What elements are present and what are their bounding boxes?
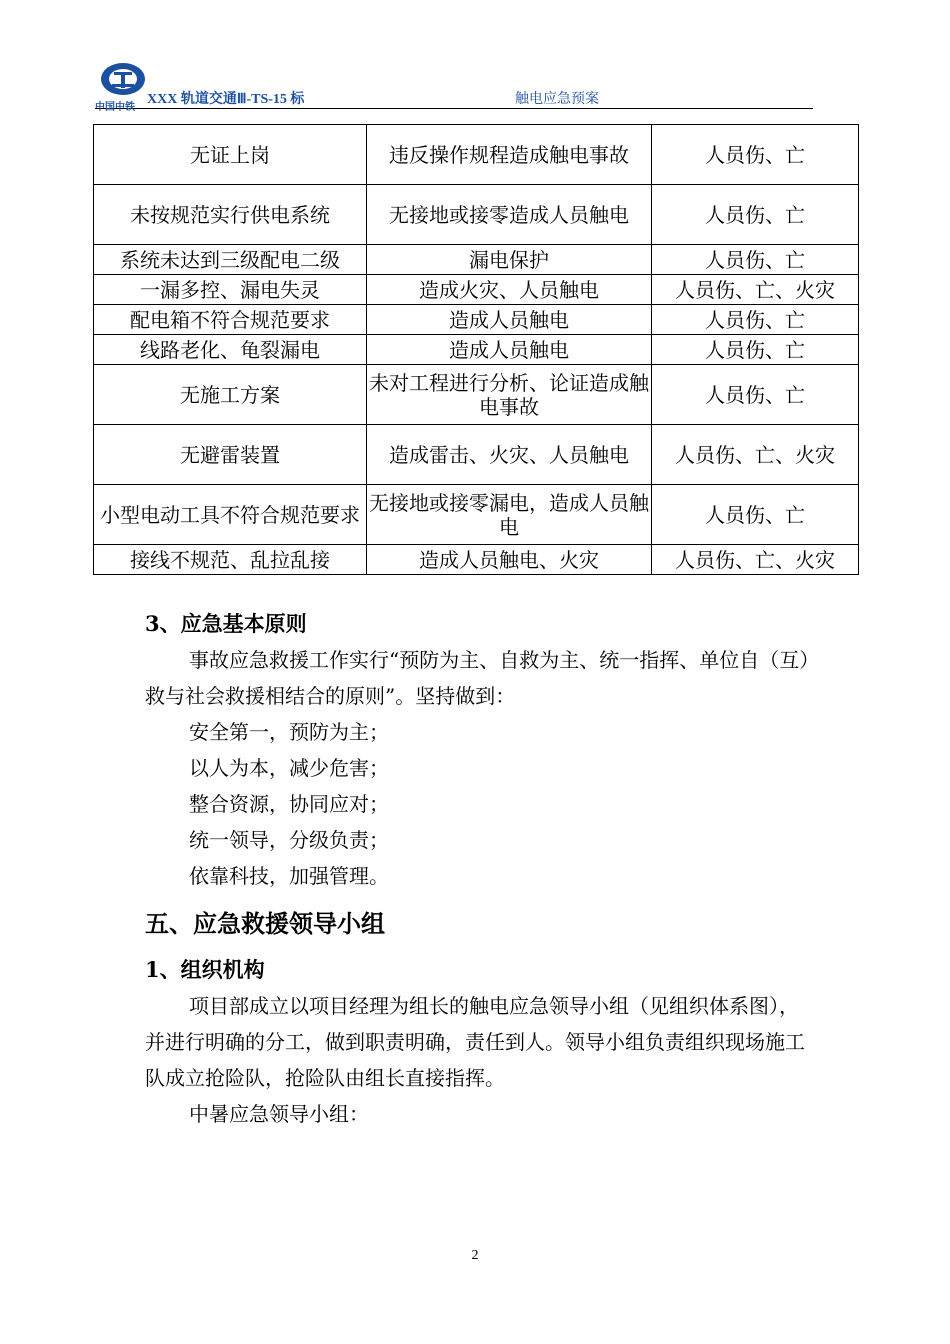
paragraph: 事故应急救援工作实行“预防为主、自救为主、统一指挥、单位自（互）救与社会救援相结合的原则”。坚持做到： [145,648,810,708]
cause-cell: 未对工程进行分析、论证造成触电事故 [367,365,652,425]
cause-cell: 违反操作规程造成触电事故 [367,125,652,185]
hazard-cell: 小型电动工具不符合规范要求 [94,485,367,545]
table-row [94,425,859,485]
hazard-cell: 无证上岗 [94,125,367,185]
section-heading: 1、组织机构 [145,957,265,982]
page-header [95,62,813,113]
chapter-heading: 五、应急救援领导小组 [145,909,385,938]
risk-table-body [94,125,859,575]
consequence-cell: 人员伤、亡、火灾 [652,275,859,305]
consequence-cell: 人员伤、亡 [652,185,859,245]
page-number: 2 [471,1248,479,1263]
logo-text: 中国中铁 [95,102,135,113]
principle-item: 统一领导，分级负责； [189,828,389,852]
cause-cell: 造成人员触电、火灾 [367,545,652,575]
consequence-cell: 人员伤、亡 [652,485,859,545]
principle-item: 依靠科技，加强管理。 [189,864,389,888]
hazard-cell: 一漏多控、漏电失灵 [94,275,367,305]
hazard-cell: 线路老化、龟裂漏电 [94,335,367,365]
table-row [94,245,859,275]
table-row [94,185,859,245]
cause-cell: 无接地或接零造成人员触电 [367,185,652,245]
table-row [94,305,859,335]
table-row [94,545,859,575]
table-row [94,335,859,365]
hazard-cell: 接线不规范、乱拉乱接 [94,545,367,575]
section-heading: 3、应急基本原则 [145,611,307,636]
paragraph: 项目部成立以项目经理为组长的触电应急领导小组（见组织体系图），并进行明确的分工，做到职责明确，责任到人。领导小组负责组织现场施工队成立抢险队，抢险队由组长直接指挥。 [145,994,805,1090]
document-title: 触电应急预案 [515,91,599,107]
table-row [94,485,859,545]
risk-table [93,124,859,575]
consequence-cell: 人员伤、亡 [652,365,859,425]
principle-item: 以人为本，减少危害； [189,756,389,780]
hazard-cell: 无避雷装置 [94,425,367,485]
consequence-cell: 人员伤、亡 [652,305,859,335]
hazard-cell: 未按规范实行供电系统 [94,185,367,245]
consequence-cell: 人员伤、亡 [652,245,859,275]
table-row [94,365,859,425]
document-body [145,604,815,1132]
cause-cell: 漏电保护 [367,245,652,275]
consequence-cell: 人员伤、亡、火灾 [652,545,859,575]
cause-cell: 造成人员触电 [367,335,652,365]
cause-cell: 造成火灾、人员触电 [367,275,652,305]
cause-cell: 造成雷击、火灾、人员触电 [367,425,652,485]
consequence-cell: 人员伤、亡、火灾 [652,425,859,485]
hazard-cell: 无施工方案 [94,365,367,425]
cause-cell: 无接地或接零漏电，造成人员触电 [367,485,652,545]
cause-cell: 造成人员触电 [367,305,652,335]
paragraph-line: 中暑应急领导小组： [189,1102,369,1126]
hazard-cell: 系统未达到三级配电二级 [94,245,367,275]
table-row [94,275,859,305]
table-row [94,125,859,185]
consequence-cell: 人员伤、亡 [652,125,859,185]
principle-item: 整合资源，协同应对； [189,792,389,816]
hazard-cell: 配电箱不符合规范要求 [94,305,367,335]
principle-item: 安全第一，预防为主； [189,720,389,744]
project-title: XXX 轨道交通Ⅲ-TS-15 标 [147,92,305,107]
consequence-cell: 人员伤、亡 [652,335,859,365]
